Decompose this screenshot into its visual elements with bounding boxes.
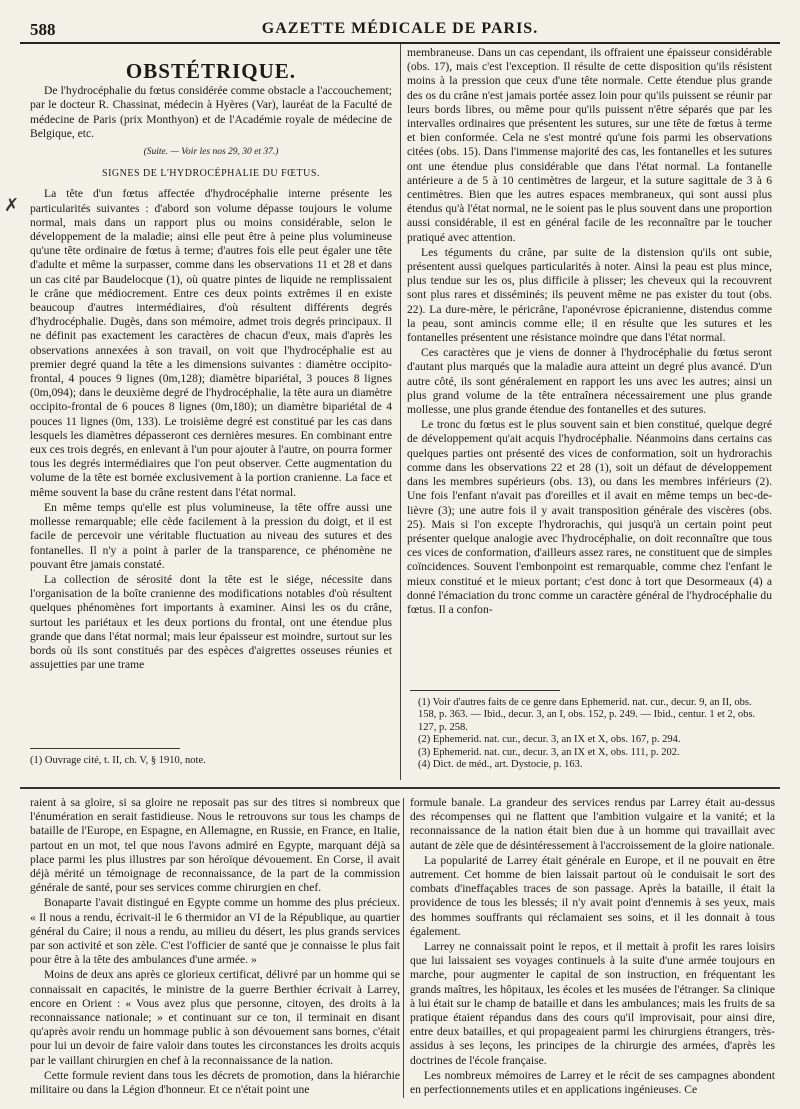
paragraph: membraneuse. Dans un cas cependant, ils offraient une épaisseur considérable (obs. 17), mais c'est l'exception. Il résulte de cette disposition qu'ils résistent moins à la pression que ceux d'une tête normale. Cette étendue plus grande des os du crâne n'est jamais portée assez loin pour qu'ils puissent se réunir par leurs bords libres, ou même pour qu'ils puissent n'être séparés que par les intervalles ordinaires que présentent les sutures, sur une tête de fœtus à terme et bien conformée. Cela ne s'est montré qu'une fois parmi les observations citées (obs. 15). Dans l'immense majorité des cas, les fontanelles et les sutures ont une étendue plus considérable que dans l'état normal. La fontanelle antérieure a de 5 à 10 centimètres de largeur, et la suture sagittale de 3 à 6 centimètres. Bien que les autres espaces membraneux, qui sont aussi plus étendus qu'à l'état normal, ne le soient pas le plus souvent dans une proportion aussi considérable, il est en général facile de les reconnaître par le toucher pratiqué avec attention. xyxy=(407,46,772,244)
paragraph: La popularité de Larrey était générale en Europe, et il ne pouvait en être autrement. Cet homme de bien laissait partout où le conduisait le sort des combats d'ineffaçables traces de son passage. Après la bataille, il était la providence de tous les blessés; il n'y avait point d'ennemis à ses yeux, mais des hommes souffrants qui réclamaient ses soins, et il les donnait à tous également. xyxy=(410,853,775,938)
paragraph: En même temps qu'elle est plus volumineuse, la tête offre aussi une mollesse remarquable; elle cède facilement à la pression du doigt, et il est facile de percevoir une véritable fluctuation au niveau des sutures et des fontanelles. Il n'y a point à parler de la transparence, ce phénomène ne pouvant être jamais constaté. xyxy=(30,500,392,571)
footnote-rule xyxy=(410,690,560,691)
feuilleton-column-right xyxy=(410,796,775,1098)
paragraph: Cette formule revient dans tous les décrets de promotion, dans la hiérarchie militaire ou dans la Légion d'honneur. Et ce n'était point une xyxy=(30,1068,400,1097)
footnote-text: (1) Ouvrage cité, t. II, ch. V, § 1910, note. xyxy=(30,755,206,766)
paragraph: Les nombreux mémoires de Larrey et le récit de ses campagnes abondent en perfectionnements utiles et en applications ingénieuses. Ce xyxy=(410,1068,775,1097)
column-divider xyxy=(400,44,401,780)
footnote-rule xyxy=(30,748,180,749)
paragraph: formule banale. La grandeur des services rendus par Larrey était au-dessus des récompenses qui ne flattent que l'ambition vulgaire et la vanité; et la reconnaissance de la nation était bien due à un homme qui travaillait avec autant de zèle que de désintéressement à l'accroissement de la gloire nationale. xyxy=(410,796,775,852)
footnote-item: (4) Dict. de méd., art. Dystocie, p. 163. xyxy=(418,759,583,771)
continuation-note: (Suite. — Voir les nos 29, 30 et 37.) xyxy=(143,147,279,158)
paragraph: Moins de deux ans après ce glorieux certificat, délivré par un homme qui se connaissait en capacités, le ministre de la guerre Berthier écrivait à Larrey, encore en Orient : « Vous avez plus que personne, citoyen, des droits à la reconnaissance nationale; » et continuant sur ce ton, il terminait en disant qu'après avoir rendu un hommage public à son dévouement sans bornes, c'était pour lui un devoir de faire valoir dans toutes les circonstances les droits acquis par le vaillant chirurgien en chef à la reconnaissance de la nation. xyxy=(30,968,400,1067)
article-column-left xyxy=(30,50,392,673)
footnote-item: (1) Voir d'autres faits de ce genre dans Ephemerid. nat. cur., decur. 9, an II, obs. 158, p. 363. — Ibid., decur. 3, an I, obs. 152, p. 249. — Ibid., centur. 1 et 2, obs. 127, p. 258. xyxy=(418,697,756,733)
section-title: OBSTÉTRIQUE. xyxy=(125,59,297,83)
feuilleton-rule xyxy=(20,787,780,789)
paragraph: Les téguments du crâne, par suite de la distension qu'ils ont subie, présentent aussi quelques particularités à noter. Ainsi la peau est plus mince, plus tendue sur les os, plus difficile à plisser; les cheveux qui la recouvrent sont plus rares et disséminés; ils peuvent même ne pas exister du tout (obs. 22). La dure-mère, le péricrâne, l'aponévrose épicranienne, distendus comme la peau, sont amincis comme elle; il en résulte que les sutures et les fontanelles présentent une résistance moindre que dans l'état normal. xyxy=(407,245,772,345)
article-column-right xyxy=(407,46,772,618)
page-header xyxy=(20,14,780,44)
paragraph: La collection de sérosité dont la tête est le siége, nécessite dans l'organisation de la boîte cranienne des modifications notables d'où résultent quelques phénomènes fort importants à examiner. Ainsi les os du crâne, surtout les pariétaux et les deux portions du frontal, ont une étendue plus grande que dans l'état normal; mais leur épaisseur est moindre, surtout sur les bords où ils sont constitués par des espèces d'aigrettes osseuses réunies et assujetties par une trame xyxy=(30,572,392,672)
feuilleton-divider xyxy=(403,798,404,1098)
footnotes-right xyxy=(418,690,768,771)
article-heading: De l'hydrocéphalie du fœtus considérée comme obstacle a l'accouchement; par le docteur R. Chassinat, médecin à Hyères (Var), lauréat de la Faculté de médecine de Paris (prix Monthyon) et de l'Académie royale de médecine de Belgique, etc. xyxy=(30,84,392,140)
footnote-item: (2) Ephemerid. nat. cur., decur. 3, an IX et X, obs. 167, p. 294. xyxy=(418,734,681,746)
paragraph: Bonaparte l'avait distingué en Egypte comme un homme des plus précieux. « Il nous a rendu, écrivait-il le 6 thermidor an VI de la République, au quartier général du Caire; il nous a rendu, au milieu du désert, les plus grands services par son activité et son zèle. C'est l'officier de santé que je connaisse le plus fait pour être à la tête des ambulances d'une armée. » xyxy=(30,896,400,967)
paragraph: Ces caractères que je viens de donner à l'hydrocéphalie du fœtus seront d'autant plus marqués que la maladie aura atteint un degré plus avancé. D'un autre côté, ils sont généralement en rapport les uns avec les autres; ainsi un plus grand volume de la tête entraînera nécessairement une plus grande mollesse, une plus grande étendue des fontanelles et des sutures. xyxy=(407,346,772,417)
paragraph: raient à sa gloire, si sa gloire ne reposait pas sur des titres si nombreux que l'énumération en serait fastidieuse. Nous le retrouvons sur tous les champs de bataille de l'Europe, en Espagne, en Allemagne, en Russie, en France, en Italie, partout en un mot, tel que nous l'avons admiré en Egypte, marquant déjà sa place parmi les plus illustres par son héroïque dévouement. En Corse, il avait déjà mérité un témoignage de reconnaissance, de la part de la commission générale de santé, pour ses services comme chirurgien en chef. xyxy=(30,796,400,895)
subheading: SIGNES DE L'HYDROCÉPHALIE DU FŒTUS. xyxy=(102,168,320,180)
paragraph: La tête d'un fœtus affectée d'hydrocéphalie interne présente les particularités suivantes : d'abord son volume dépasse toujours le volume normal, mais dans un rapport plus ou moins considérable, selon le développement de la maladie; ainsi elle peut être à peine plus volumineuse qu'une tête ordinaire de fœtus à terme; d'autres fois elle peut égaler une tête d'adulte et même la surpasser, comme dans les observations 11 et 28 et dans un cas cité par Baudelocque (1), où quatre pintes de liquide ne remplissaient le crâne que médiocrement. Entre ces deux points extrêmes il en existe beaucoup d'autres intermédiaires, d'où résultent différents degrés d'hydrocéphalie. Dugès, dans son mémoire, admet trois degrés principaux. Il ne définit pas exactement les caractères de chacun d'eux, mais d'après les observations annexées à son travail, on voit que l'hydrocéphalie est au premier degré quand la tête a les dimensions suivantes : diamètre occipito-frontal, 4 pouces 9 lignes (0m,128); diamètre bipariétal, 3 pouces 8 lignes (0m,094); dans le deuxième degré de l'hydrocéphalie, la tête aura un diamètre occipito-frontal de 6 pouces 8 lignes (0m,180); un diamètre bipariétal de 4 pouces 11 lignes (0m, 133). Le troisième degré est constitué par les cas dans lesquels les diamètres dépasseront ces dernières mesures. En combinant entre eux ces trois degrés, en enlevant à l'un pour ajouter à l'autre, on pourra former tous les degrés intermédiaires que l'on peut observer. Cette augmentation du volume de la tête est bornée exclusivement à la portion cranienne. La face et même souvent la base du crâne restent dans l'état normal. xyxy=(30,187,392,499)
page-number: 588 xyxy=(30,20,56,39)
paragraph: Le tronc du fœtus est le plus souvent sain et bien constitué, quelque degré de développement qu'ait acquis l'hydrocéphalie. Néanmoins dans certains cas quelques parties ont présenté des vices de conformation, soit un hydrorachis comme dans les observations 22 et 28 (1), soit un défaut de développement dans les membres supérieurs (obs. 13), ou dans les membres inférieurs (2). Une fois l'enfant n'avait pas d'oreilles et il avait en même temps un bec-de-lièvre (3); une autre fois il y avait transposition générale des viscères (obs. 25). Mais si l'on excepte l'hydrorachis, qui jusqu'à un certain point peut présenter quelque analogie avec l'hydrocéphalie, on doit reconnaître que tous ces vices de conformation, d'ailleurs assez rares, ne constituent que de simples coïncidences. Souvent l'embonpoint est remarquable, comme chez l'enfant le mieux constitué et le mieux portant; c'est donc à tort que Desormeaux (4) a donné l'émaciation du tronc comme un caractère général de l'hydrocéphalie du fœtus. Il a confon- xyxy=(407,418,772,616)
footnote-item: (3) Ephemerid. nat. cur., decur. 3, an IX et X, obs. 111, p. 202. xyxy=(418,746,680,758)
journal-title: GAZETTE MÉDICALE DE PARIS. xyxy=(261,20,539,37)
margin-pencil-mark: ✗ xyxy=(4,195,20,215)
paragraph: Larrey ne connaissait point le repos, et il mettait à profit les rares loisirs que lui laissaient ses voyages continuels à la suite d'une armée toujours en marche, pour augmenter le capital de son instruction, en fréquentant les grands maîtres, les hôpitaux, les écoles et les musées de l'étranger. Sa clinique à lui était sur le champ de bataille et dans les ambulances; mais les fruits de sa pratique étaient répandus dans des cours qu'il improvisait, pour ainsi dire, entre deux batailles, et qui propageaient parmi les chirurgiens étrangers, très-assidus à ses leçons, les principes de la chirurgie des armées, d'après les doctrines de l'école française. xyxy=(410,940,775,1067)
footnote-left xyxy=(30,748,392,767)
feuilleton-column-left xyxy=(30,796,400,1098)
